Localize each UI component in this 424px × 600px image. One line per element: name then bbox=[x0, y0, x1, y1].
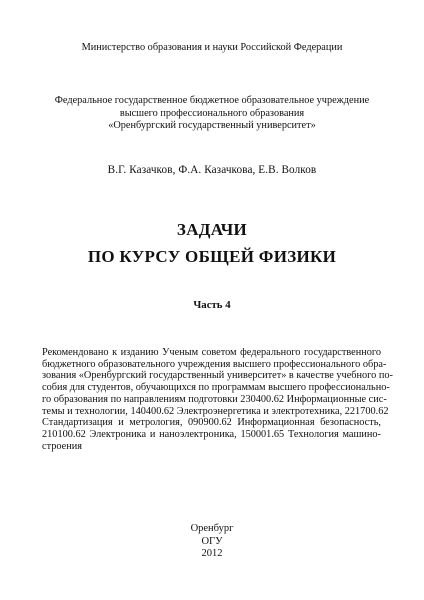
part-number: Часть 4 bbox=[193, 299, 231, 311]
title-line-1: ЗАДАЧИ bbox=[176, 220, 248, 239]
recommendation-line: бюджетного образовательного учреждения высшего профессионального обра- bbox=[42, 358, 387, 370]
recommendation-line: темы и технологии, 140400.62 Электроэнергетика и электротехника, 221700.62 bbox=[42, 405, 389, 417]
imprint-city: Оренбург bbox=[190, 523, 234, 534]
recommendation-line: го образования по направлениям подготовки 230400.62 Информационные сис- bbox=[42, 393, 387, 405]
recommendation-line: собия для студентов, обучающихся по программам высшего профессионально- bbox=[42, 382, 390, 394]
recommendation-line: Рекомендовано к изданию Ученым советом федерального государственного bbox=[42, 347, 381, 358]
ministry-header: Министерство образования и науки Российской Федерации bbox=[81, 42, 343, 53]
book-title bbox=[0, 216, 424, 270]
institution-line: «Оренбургский государственный университет» bbox=[108, 120, 316, 131]
recommendation-line: зования «Оренбургский государственный университет» в качестве учебного по- bbox=[42, 370, 393, 382]
title-line-2: ПО КУРСУ ОБЩЕЙ ФИЗИКИ bbox=[87, 247, 337, 266]
imprint bbox=[0, 523, 424, 561]
recommendation-line: строения bbox=[42, 440, 82, 452]
recommendation-line: Стандартизация и метрология, 090900.62 Информационная безопасность, bbox=[42, 417, 381, 429]
institution-line: Федеральное государственное бюджетное образовательное учреждение bbox=[54, 95, 370, 106]
authors: В.Г. Казачков, Ф.А. Казачкова, Е.В. Волков bbox=[107, 164, 317, 176]
recommendation-text bbox=[42, 347, 393, 452]
institution-block bbox=[0, 95, 424, 133]
imprint-publisher: ОГУ bbox=[201, 535, 223, 547]
institution-line: высшего профессионального образования bbox=[119, 107, 305, 119]
imprint-year: 2012 bbox=[201, 548, 223, 559]
recommendation-line: 210100.62 Электроника и наноэлектроника, 150001.65 Технология машино- bbox=[42, 428, 381, 440]
